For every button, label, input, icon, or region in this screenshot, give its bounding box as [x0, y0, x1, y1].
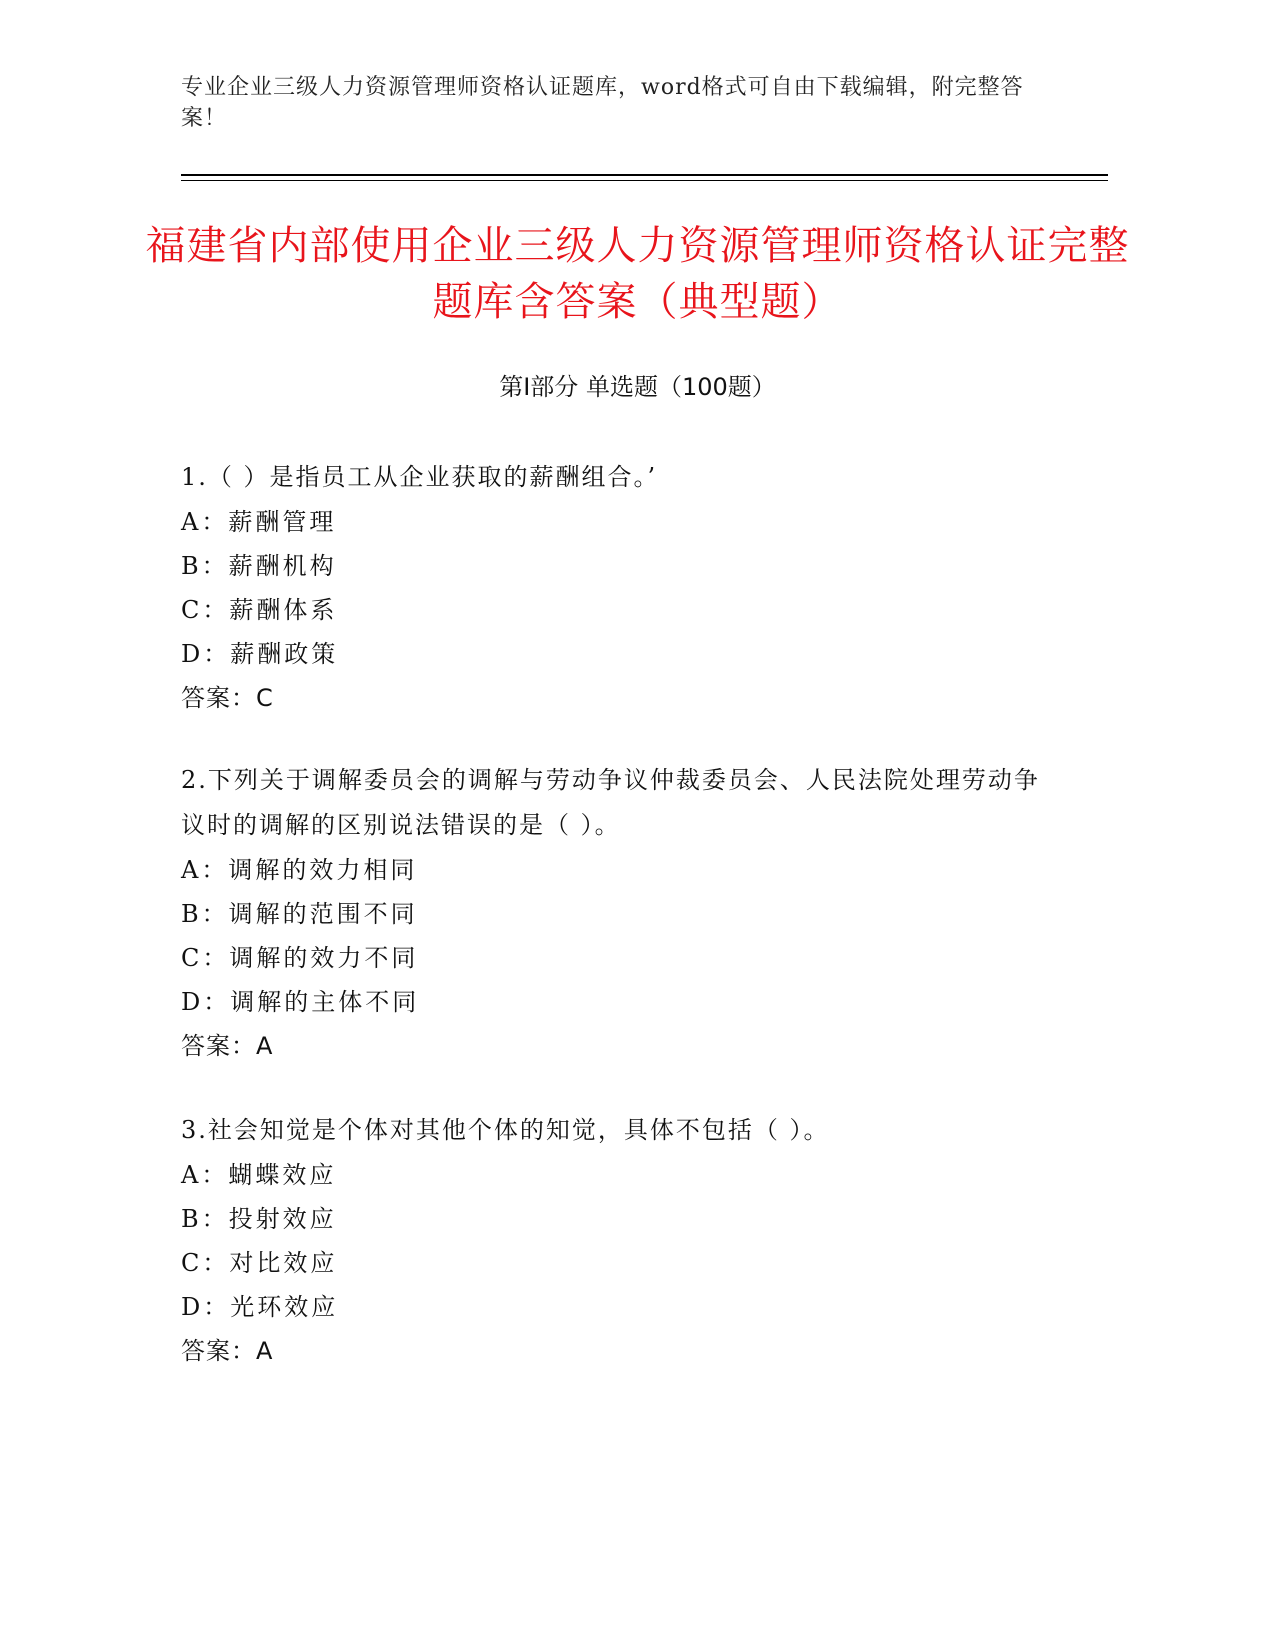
option-c: C：薪酬体系 [181, 596, 338, 624]
option-b: B：调解的范围不同 [181, 900, 418, 928]
document-title: 福建省内部使用企业三级人力资源管理师资格认证完整题库含答案（典型题） [145, 223, 1130, 325]
option-d: D：薪酬政策 [181, 640, 339, 668]
option-d: D：光环效应 [181, 1293, 339, 1321]
header-rule-thin [181, 180, 1108, 181]
option-c: C：对比效应 [181, 1249, 338, 1277]
question-block [181, 758, 1061, 1068]
option-a: A：薪酬管理 [181, 508, 337, 536]
question-block [181, 455, 1061, 720]
option-d: D：调解的主体不同 [181, 988, 420, 1016]
option-c: C：调解的效力不同 [181, 944, 419, 972]
header-note: 专业企业三级人力资源管理师资格认证题库，word格式可自由下载编辑，附完整答案！ [181, 75, 1024, 131]
question-text: 3.社会知觉是个体对其他个体的知觉，具体不包括（ ）。 [181, 1116, 830, 1144]
section-title: 第Ⅰ部分 单选题（100题） [499, 373, 776, 401]
answer: 答案：A [181, 1032, 274, 1060]
option-a: A：蝴蝶效应 [181, 1161, 337, 1189]
answer: 答案：C [181, 684, 274, 712]
option-b: B：薪酬机构 [181, 552, 337, 580]
question-text: 1.（ ）是指员工从企业获取的薪酬组合。’ [181, 463, 658, 491]
header-rule-thick [181, 174, 1108, 176]
option-b: B：投射效应 [181, 1205, 337, 1233]
option-a: A：调解的效力相同 [181, 856, 418, 884]
question-text: 2.下列关于调解委员会的调解与劳动争议仲裁委员会、人民法院处理劳动争议时的调解的区别说法错误的是（ ）。 [181, 766, 1040, 839]
answer: 答案：A [181, 1337, 274, 1365]
question-block [181, 1108, 1061, 1373]
